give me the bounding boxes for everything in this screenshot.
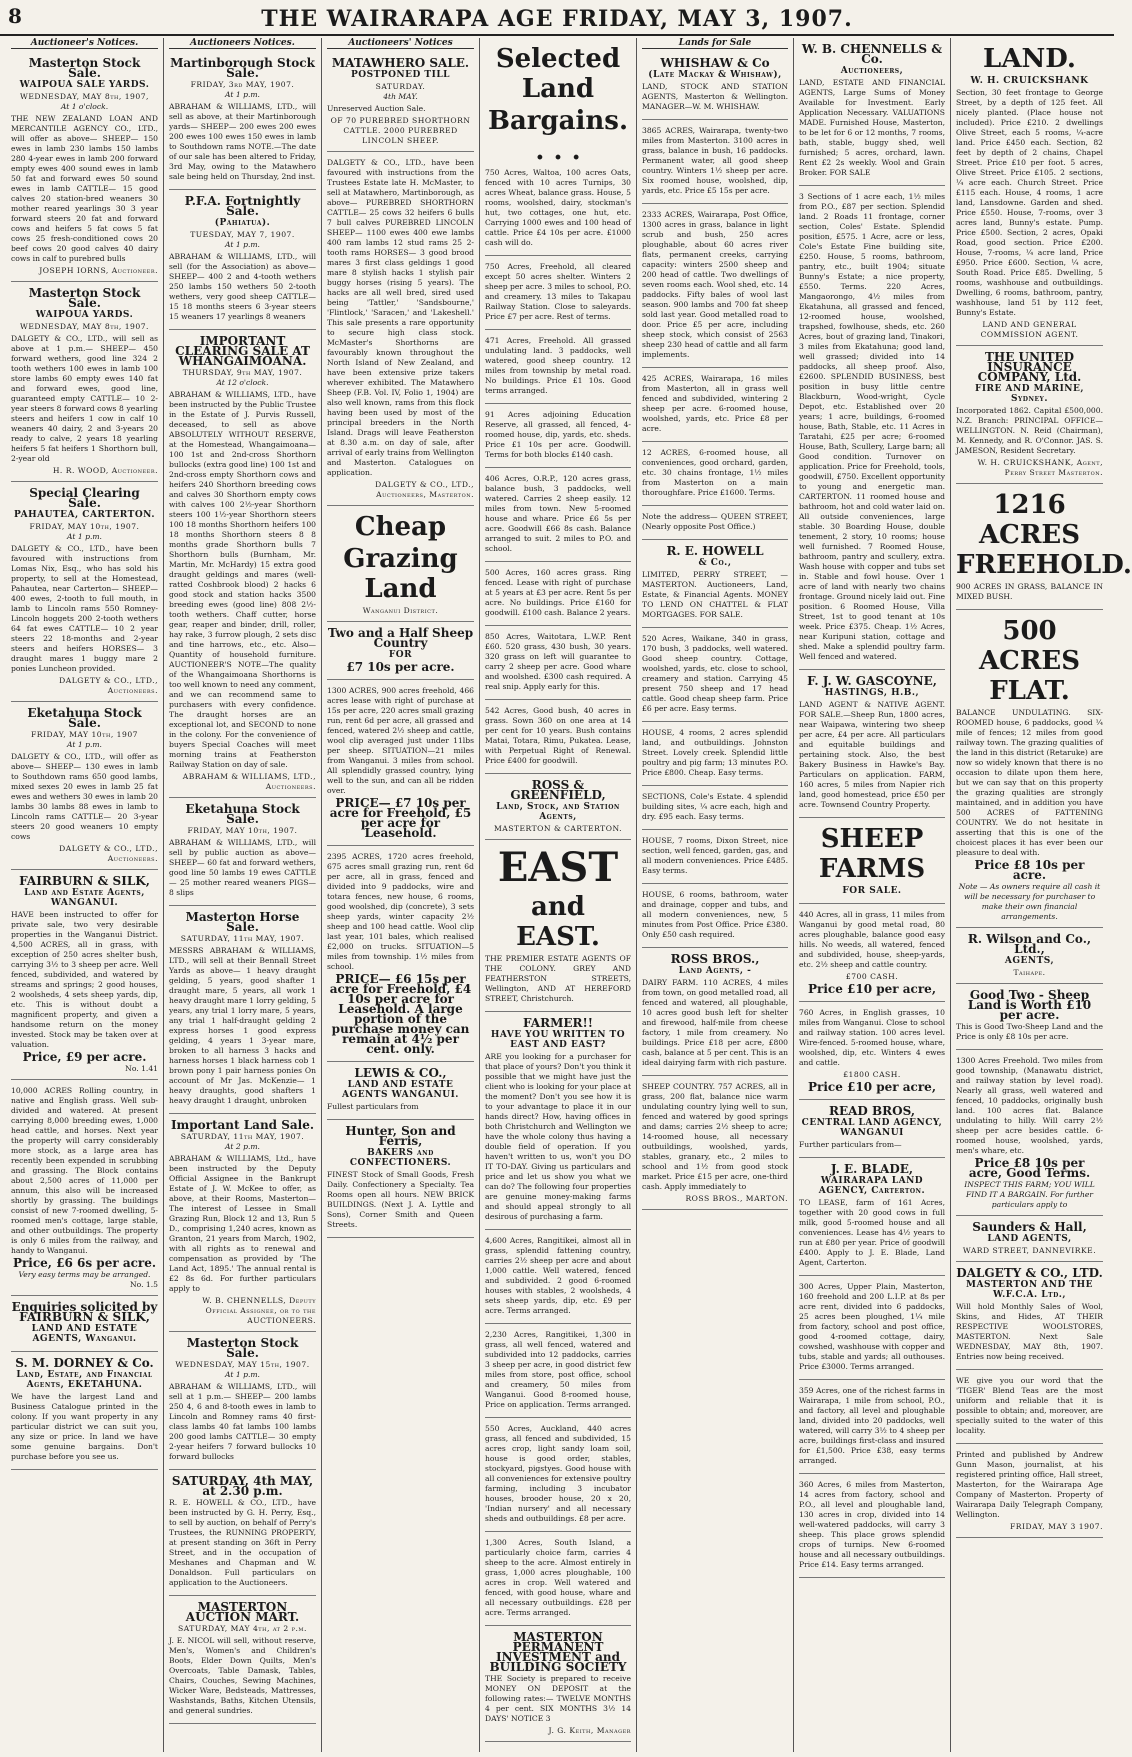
ad-body: 542 Acres, Good bush, 40 acres in grass. Sown 360 on one area at 14 per cent for 10 years. Bush contains Matai, Totara, Rimu, Pukatea. Lease, with Perpetual Right of Renewal. Price £400 for goodwill. [485,706,631,765]
ad-body: 4,600 Acres, Rangitikei, almost all in grass, splendid fattening country, carries 2½ sheep per acre and about 1,000 cattle. Well watered, fenced and subdivided. 2 good 6-roomed houses with stables, 2 woolsheds, 4 sets sheep yards, dip, etc. £9 per acre. Terms arranged. [485,1236,631,1315]
advertisement [485,1012,631,1230]
advertisement [11,52,158,282]
ad-price: PRICE— £6 15s per acre for Freehold, £4 10s per acre for Leasehold. A large portion of the purchase money can remain at 4½ per cent. only. [329,972,472,1056]
column-5 [637,38,794,1752]
ad-body: 850 Acres, Waitotara, L.W.P. Rent £60. 520 grass, 430 bush, 30 years. 320 grass on left will guarantee to carry 2 sheep per acre. Good whare and woolshed. £300 cash required. A real snip. Apply early for this. [485,632,631,691]
ad-signature: DALGETY & CO., LTD., Auctioneers. [59,844,158,863]
advertisement [956,610,1103,928]
ad-date: THURSDAY, 9th MAY, 1907. [182,368,303,377]
advertisement [169,1332,316,1470]
ad-heading: MASTERTON PERMANENT INVESTMENT and BUILDING SOCIETY [489,1630,627,1674]
ad-body: 425 ACRES, Wairarapa, 16 miles from Masterton, all in grass well fenced and subdivided, wintering 2 sheep per acre. 6-roomed house, woolshed, yards, etc. Price £8 per acre. [642,374,788,433]
advertisement [642,830,788,884]
advertisement [799,1276,945,1380]
advertisement [485,1532,631,1626]
column-1 [6,38,164,1752]
ad-ref: No. 1.5 [130,1280,158,1289]
ad-heading: FAIRBURN & SILK, [19,874,150,888]
ad-body: This is Good Two-Sheep Land and the Price is only £8 10s per acre. [956,1022,1103,1041]
ad-signature: W. H. CRUICKSHANK, Agent, Perry Street Masterton. [977,458,1103,477]
advertisement [956,346,1103,484]
advertisement [11,1352,158,1470]
advertisement [11,1080,158,1296]
advertisement [642,884,788,948]
ad-body: Will hold Monthly Sales of Wool, Skins, and Hides, AT THEIR RESPECTIVE WOOLSTORES, MASTERTON. Next Sale WEDNESDAY, MAY 8th, 1907. Entries now being received. [956,1302,1103,1361]
ad-date: SATURDAY, 11th MAY, 1907. [180,1132,305,1141]
ad-body: We have the largest Land and Business Catalogue printed in the colony. If you want property in any particular district we can suit you, any size or price. In land we have some genuine bargains. Don't purchase before you see us. [11,1392,158,1461]
advertisement [956,1444,1103,1538]
advertisement [485,1324,631,1418]
advertisement [485,256,631,330]
advertisement [956,1370,1103,1444]
ad-date: WEDNESDAY, MAY 15th, 1907. [175,1360,310,1369]
ad-body: 300 Acres, Upper Plain, Masterton, 160 freehold and 200 L.I.P. at 8s per acre rent, divided into 6 paddocks, 25 acres been ploughed, 1¼ mile from factory, school and post office, good 4-roomed cottage, dairy, cowshed, washhouse with copper and tubs, stable and yards; all outhouses. Price £3000. Terms arranged. [799,1282,945,1371]
ad-subheading: Land, Estate, and Financial Agents, EKETAHUNA. [16,1370,153,1390]
advertisement [642,368,788,442]
advertisement [799,1158,945,1276]
page-number: 8 [8,4,22,28]
ad-subheading: CENTRAL LAND AGENCY, WANGANUI [801,1118,943,1138]
advertisement [485,1626,631,1742]
ad-signature: DALGETY & CO., LTD., Auctioneers. [59,676,158,695]
ad-signature: W. B. CHENNELLS, Deputy Official Assignee, or to the AUCTIONEERS. [202,1296,316,1325]
ad-heading: ROSS BROS., [670,952,760,966]
ad-heading: Masterton Stock Sale. [28,286,141,310]
ad-subheading: Grazing Land [343,544,458,604]
ad-note: Very easy terms may be arranged. [18,1270,151,1279]
advertisement [169,52,316,190]
column-heading: Auctioneers' Notices [327,38,474,49]
ad-extra: £700 CASH. [845,972,899,981]
ad-date: SATURDAY, 11th MAY, 1907. [180,934,305,943]
advertisement [169,798,316,906]
column-2 [164,38,322,1752]
ad-signature: FRIDAY, MAY 3 1907. [1010,1522,1103,1531]
ad-subheading: PAHAUTEA, CARTERTON. [14,510,155,520]
ad-date: FRIDAY, 3rd MAY, 1907. [190,80,295,89]
ad-subheading: BAKERS and CONFECTIONERS. [349,1148,452,1168]
ad-body: LAND AGENT & NATIVE AGENT. FOR SALE.—Sheep Run, 1800 acres, near Waipawa, wintering two sheep per acre, £4 per acre. All particulars and equitable buildings and pertaining stock. Also, the best Bakery Business in Hawke's Bay. Particulars on application. FARM, 160 acres, 5 miles from Napier rich land, good homestead, price £50 per acre. Townsend Country Property. [799,700,945,809]
ad-heading: Masterton Stock Sale. [186,1336,299,1360]
ad-price: Price £10 per acre, [808,982,936,996]
ad-heading: READ BROS, [829,1104,915,1118]
ad-heading: LEWIS & CO., [354,1066,447,1080]
ad-subheading: LAND AND ESTATE AGENTS WANGANUI. [342,1080,459,1100]
advertisement [485,700,631,774]
advertisement [956,484,1132,610]
ad-signature: ABRAHAM & WILLIAMS, LTD., Auctioneers. [182,772,316,791]
ad-body: MESSRS ABRAHAM & WILLIAMS, LTD., will sell at their Bennall Street Yards as above— 1 heavy draught gelding, 5 years, good shafter 1 draught mare, 5 years, all work 1 heavy draught mare 1 lorry gelding, 5 years, any trial 1 lorry mare, 5 years, any trial 1 half-draught gelding 2 express horses 1 good express gelding, 4 years 1 3-year mare, broken to all harness 3 hacks and harness horses 1 black harness cob 1 brown pony 1 pair harness ponies On account of Mr Jas. McKenzie— 1 heavy draughts, good shafters 1 heavy draught 1 draught, unbroken [169,946,316,1105]
ad-subheading: and EAST. [516,892,600,952]
ad-heading: DALGETY & CO., LTD. [956,1266,1103,1280]
advertisement [642,506,788,540]
advertisement [485,626,631,700]
advertisement [11,1296,158,1352]
ad-heading: MATAWHERO SALE. [331,56,470,70]
advertisement [485,404,631,468]
ad-heading: Good Two - Sheep Land is Worth £10 per acre. [967,988,1092,1022]
ad-body: J. E. NICOL will sell, without reserve, Men's, Women's and Children's Boots, Elder Down Quilts, Men's Overcoats, Table Damask, Tables, Chairs, Couches, Sewing Machines, Wicker Ware, Bedsteads, Mattresses, Washstands, Baths, Kitchen Utensils, and general sundries. [169,1636,316,1715]
ad-heading: SATURDAY, 4th MAY, at 2.30 p.m. [171,1474,314,1498]
ad-price: Price £8 10s per acre. [974,858,1085,882]
masthead [0,0,1114,36]
ad-subheading: LAND AGENTS, [987,1234,1072,1244]
ad-note: INSPECT THIS FARM; YOU WILL FIND IT A BARGAIN. For further particulars apply to [964,1180,1095,1209]
advertisement [169,1470,316,1596]
ad-body: 750 Acres, Waltoa, 100 acres Oats, fenced with 10 acres Turnips, 30 acres Wheat, balance grass. House, 5 rooms, woolshed, dairy, stockman's hut, two cottages, one hut, etc. Carrying 1000 ewes and 100 head of cattle. Price £4 10s per acre. £1000 cash will do. [485,168,631,247]
ad-body: 550 Acres, Auckland, 440 acres grass, all fenced and subdivided, 15 acres crop, light sandy loam soil, house is good order, stables, stockyard, pigstyes. Good house with all conveniences for extensive poultry farming, including 3 incubator houses, brooder house, 20 x 20, 'Indian nursery' and all necessary sheds and outbuildings. £8 per acre. [485,1424,631,1523]
advertisement [11,870,158,1080]
ad-heading: 1216 ACRES FREEHOLD. [956,490,1132,580]
column-heading: Lands for Sale [642,38,788,49]
ad-heading: Eketahuna Stock Sale. [27,706,142,730]
ad-price: Price £10 per acre, [808,1080,936,1094]
ad-body: THE NEW ZEALAND LOAN AND MERCANTILE AGENCY CO., LTD., will offer as above— SHEEP— 150 ewes in lamb 230 lambs 150 lambs 280 4-year ewes in lamb 200 forward empty ewes 400 sound ewes in lamb 50 fat and forward ewes 50 sound ewes in lamb CATTLE— 15 good calves 20 station-bred weaners 30 mother reared yearlings 30 3 year forward steers 20 fat and forward cows and heifers 5 fat cows 5 fat cows 25 fresh-conditioned cows 20 beef cows 20 good calves 40 dairy cows in calf to purebred bulls [11,114,158,263]
ad-body: ABRAHAM & WILLIAMS, LTD., have been instructed by the Public Trustee in the Estate of J. Purvis Russell, deceased, to sell as above ABSOLUTELY WITHOUT RESERVE, at the Homestead, Whangaimoana— 100 1st and 2nd-cross Shorthorn bullocks (extra good line) 100 1st and 2nd-cross empty Shorthorn cows and heifers 240 Shorthorn breeding cows and calves 30 Shorthorn empty cows with calves 100 2½-year Shorthorn steers 100 1½-year Shorthorn steers 100 18 months Shorthorn heifers 100 18 months Shorthorn steers 8 8 months grade Shorthorn bulls 7 Shorthorn bulls (Burnham, Mr. Martin, Mr. McHardy) 15 extra good draught geldings and mares (well-ratted Coshbrook blood) 2 hacks 6 good stock and station hacks 3500 breeding ewes (good line) 808 2½-tooth wethers. Chaff cutter, horse gear, reaper and binder, drill, roller, hay rake, 3 furrow plough, 2 sets disc and tine harrows, etc., etc. Also—Quantity of household furniture. AUCTIONEER'S NOTE—The quality of the Whangaimoana Shorthorns is too well known to need any comment, and we can recommend same to purchasers with every confidence. The draught horses are an exceptional lot, and SECOND to none in the colony. For the convenience of buyers Special Coaches will meet morning trains at Featherston Railway Station on day of sale. [169,390,316,769]
ad-subheading: AGENTS, [1004,956,1055,966]
advertisement [485,774,631,840]
page-title: THE WAIRARAPA AGE FRIDAY, MAY 3, 1907. [261,6,853,32]
ad-body: WE give you our word that the 'TIGER' Blend Teas are the most uniform and reliable that it is possible to obtain; and, moreover, are specially suited to the water of this locality. [956,1376,1103,1435]
ad-date: FRIDAY, MAY 10th, 1907. [29,522,140,531]
ad-heading: Masterton Horse Sale. [185,910,300,934]
ad-extra: Wanganui District. [362,606,439,615]
advertisement [327,152,474,506]
ad-date: TUESDAY, MAY 7, 1907. [190,230,295,239]
ad-heading: J. E. BLADE, [830,1162,914,1176]
ad-time: At 2 p.m. [225,1142,260,1151]
ad-note: Note — As owners require all cash it will be necessary for purchaser to make their own financial arrangements. [958,882,1101,921]
ad-body: 2,230 Acres, Rangitikei, 1,300 in grass, all well fenced, watered and subdivided into 12 paddocks, carries 3 sheep per acre, in good district few miles from store, post office, school and creamery, 50 miles from Wanganui. Good 8-roomed house, Price on application. Terms arranged. [485,1330,631,1409]
ad-body: HOUSE, 6 rooms, bathroom, water and drainage, copper and tubs, and all modern conveniences, new, 5 minutes from Post Office. Price £380. Only £50 cash required. [642,890,788,939]
advertisement [327,52,474,152]
ad-signature: JOSEPH IORNS, Auctioneer. [39,266,158,275]
advertisement [11,482,158,702]
column-6 [794,38,951,1752]
ad-body: 520 Acres, Waikane, 340 in grass, 170 bush, 3 paddocks, well watered. Good sheep country. Cottage, woolshed, yards, etc. close to school, creamery and station. Carrying 45 present 750 sheep and 17 head cattle. Good cheap sheep farm. Price £6 per acre. Easy terms. [642,634,788,713]
advertisement [327,680,474,846]
ad-body: BALANCE UNDULATING. SIX-ROOMED house, 6 paddocks, good ¼ mile of fences; 12 miles from good railway town. The grazing qualities of the land in this district (Retaruke) are now so widely known that there is no occasion to dilate upon them here, but we can say that on this property the grazing qualities are strongly maintained, and in addition you have 500 ACRES of FATTENING COUNTRY. We do not hesitate in asserting that this is one of the choicest places it has ever been our pleasure to deal with. [956,708,1103,857]
ad-body: Note the address— QUEEN STREET, (Nearly opposite Post Office.) [642,512,788,531]
advertisement [642,204,788,368]
ad-body: DAIRY FARM. 110 ACRES, 4 miles from town, on good metalled road, all fenced and watered, all ploughable, 10 acres good bush left for shelter and firewood, half-mile from cheese factory, 1 mile from creamery. No buildings. Price £18 per acre, £800 cash, balance at 5 per cent. This is an ideal dairying farm with rich pasture. [642,978,788,1067]
ad-body: DALGETY & CO., LTD., will offer as above— SHEEP— 130 ewes in lamb to Southdown rams 650 good lambs, mixed sexes 20 ewes in lamb 25 fat ewes and wethers 30 ewes in lamb 20 lambs 30 lambs 88 ewes in lamb to Lincoln rams CATTLE— 20 3-year steers 20 good weaners 10 empty cows [11,752,158,841]
ad-body: 900 ACRES IN GRASS, BALANCE IN MIXED BUSH. [956,582,1103,601]
ad-heading: MASTERTON AUCTION MART. [185,1600,300,1624]
ad-heading: S. M. DORNEY & Co. [15,1356,154,1370]
ad-heading: Two and a Half Sheep Country [327,626,474,650]
ad-body: Section, 30 feet frontage to George Street, by a depth of 125 feet. All nicely planted. (Place house not included). Price £210. 2 dwellings Olive Street, each 5 rooms, ¼-acre land. Price £450 each. Section, 82 feet by depth of 2 chains, Chapel Street. Price £10 per foot. 5 acres, Olive Street. Price £105. 2 sections, ¼ acre each. Church Street. Price £115 each. House, 4 rooms, 1 acre land, Lansdowne. Garden and shed. Price £550. House, 7-rooms, over 3 acres land, Bunny's estate. Pump. Price £500. Section, 2 acres, Opaki Road, good section. Price £200. House, 7-rooms, ¼ acre land, Price £950. Price £600. Section, ¼ acre, South Road. Price £85. Dwelling, 5 rooms, washhouse and outbuildings. Dwelling, 6 rooms, bathroom, pantry, washhouse, land 51 by 112 feet, Bunny's Estate. [956,88,1103,317]
ad-date: WEDNESDAY, MAY 8th, 1907, [20,92,149,101]
ad-subheading: W. H. CRUICKSHANK [970,76,1089,86]
ad-body: Printed and published by Andrew Gunn Mason, journalist, at his registered printing office, Hall street, Masterton, for the Wairarapa Age Company of Masterton. Property of Wairarapa Daily Telegraph Company, Wellington. [956,1450,1103,1519]
ad-subheading: HAVE YOU WRITTEN TO EAST AND EAST? [490,1030,626,1050]
advertisement [642,442,788,506]
ad-body: 2395 ACRES, 1720 acres freehold, 675 acres small grazing run, rent 6d per acre, all in grass, fenced and divided into 9 paddocks, wire and totara fences, new house, 6 rooms, good woolshed, dip (concrete), 3 sets sheep yards, winter capacity 2½ sheep and 100 head cattle. Wool clip last year, 101 bales, which realised £2,000 on trucks. SITUATION—5 miles from township. 1½ miles from school. [327,852,474,971]
ad-time: 4th MAY. [383,92,418,101]
advertisement [642,628,788,722]
ad-subheading: Land Agents, - [678,966,752,976]
ad-subheading: HASTINGS, H.B., [824,688,920,698]
ad-body: 12 ACRES, 6-roomed house, all conveniences, good orchard, garden, etc. 30 chains frontage, 1½ miles from Masterton on a main thoroughfare. Price £1600. Terms. [642,448,788,497]
ad-heading: R. Wilson and Co., Ltd., [967,932,1092,956]
ad-body: TO LEASE, farm of 161 Acres, together with 20 good cows in full milk, good 5-roomed house and all conveniences. Lease has 4½ years to run at £80 per year. Price of goodwill £400. Apply to J. E. Blade, Land Agent, Carterton. [799,1198,945,1267]
advertisement [799,1002,945,1100]
ad-subheading: FOR SALE. [842,886,902,896]
ad-date: SATURDAY, MAY 4th, at 2 p.m. [178,1624,307,1633]
ad-price: PRICE— £7 10s per acre for Freehold, £5 per acre for Leasehold. [329,796,472,840]
ad-heading: P.F.A. Fortnightly Sale. [184,194,301,218]
advertisement [485,1230,631,1324]
ad-subheading: (Late Mackay & Whishaw), [648,70,782,80]
ad-time: At 1 p.m. [225,90,260,99]
ad-heading: LAND. [983,44,1076,74]
ad-body: Unreserved Auction Sale. [327,104,426,113]
ad-subheading: FIRE AND MARINE, Sydney. [974,384,1085,404]
ad-body: ABRAHAM & WILLIAMS, LTD., will sell at 1 p.m.— SHEEP— 200 lambs 250 4, 6 and 8-tooth ewes in lamb to Lincoln and Romney rams 40 first-class lambs 40 fat lambs 100 lambs 200 good lambs CATTLE— 30 empty 2-year heifers 7 forward bullocks 10 forward bullocks [169,1382,316,1461]
ad-heading: SHEEP FARMS [818,824,926,884]
ad-heading: W. B. CHENNELLS & Co. [801,42,943,66]
advertisement [956,984,1103,1050]
advertisement [642,948,788,1076]
advertisement [169,330,316,798]
ad-body: 1300 ACRES, 900 acres freehold, 466 acres lease with right of purchase at 15s per acre, 220 acres small grazing run, rent 6d per acre, all grassed and fenced, watered 2½ sheep and cattle, wool clip averaged just under 11lbs per sheep. SITUATION—21 miles from Wanganui. 3 miles from school. All splendidly grassed country, lying well to the sun, and can all be ridden over. [327,686,474,795]
ad-date: SATURDAY. [375,82,426,91]
ad-body: 1,300 Acres, South Island, a particularly choice farm, carries 4 sheep to the acre. Almost entirely in grass, 1,000 acres ploughable, 100 acres in crop. Well watered and fenced, with good house, whare and all necessary outbuildings. £28 per acre. Terms arranged. [485,1538,631,1617]
ad-signature: H. R. WOOD, Auctioneer. [52,466,158,475]
ad-heading: 500 ACRES FLAT. [978,616,1081,706]
ad-subheading: FOR [388,650,413,660]
advertisement [485,330,631,404]
ad-subheading: WAIPOUA YARDS. [35,310,134,320]
ad-heading: WHISHAW & Co [660,56,770,70]
ad-body: HOUSE, 7 rooms, Dixon Street, nice section, well fenced, garden, gas, and all modern conveniences. Price £485. Easy terms. [642,836,788,875]
ad-body: LIMITED, PERRY STREET, — MASTERTON. Auctioneers, Land, Estate, & Financial Agents. MONEY TO LEND ON CHATTEL & FLAT MORTGAGES. FOR SALE. [642,570,788,619]
ad-body: HOUSE, 4 rooms, 2 acres splendid land, and outbuildings. Johnston Street. Lovely creek. Splendid little poultry and pig farm; 13 minutes P.O. Price £800. Cheap. Easy terms. [642,728,788,777]
ad-body: 750 Acres, Freehold, all cleared except 50 acres shelter. Winters 2 sheep per acre. 3 miles to school, P.O. and creamery. 13 miles to Takapau Railway Station. Close to saleyards. Price £7 per acre. Rest of terms. [485,262,631,321]
advertisement [327,1120,474,1238]
advertisement [799,1380,945,1474]
advertisement [485,840,631,1012]
advertisement [11,282,158,482]
ad-subheading: Bargains. . . . [487,106,629,166]
ad-body: THE PREMIER ESTATE AGENTS OF THE COLONY. GREY AND FEATHERSTON STREETS, Wellington, AND AT HEREFORD STREET, Christchurch. [485,954,631,1003]
ad-time: At 1 p.m. [67,532,102,541]
advertisement [169,906,316,1114]
ad-time: At 1 p.m. [225,240,260,249]
ad-heading: Eketahuna Stock Sale. [185,802,300,826]
ad-heading: Cheap [354,512,447,542]
advertisement [799,818,945,904]
ad-body: FINEST Stock of Small Goods, Fresh Daily. Confectionery a Specialty. Tea Rooms open all hours. NEW BRICK BUILDINGS. (Next J. A. Lyttle and Sons), Corner Smith and Queen Streets. [327,1170,474,1229]
advertisement [956,1216,1103,1262]
ad-body: Incorporated 1862. Capital £500,000. N.Z. Branch: PRINCIPAL OFFICE—WELLINGTON. N. Reid (Chairman), M. Kennedy, and R. O'Connor. JAS. S. JAMESON, Resident Secretary. [956,406,1103,455]
ad-body: 2333 ACRES, Wairarapa, Post Office, 1300 acres in grass, balance in light scrub and bush, 250 acres ploughable, about 60 acres river flats, permanent creeks, carrying capacity: winters 2500 sheep and 200 head of cattle. Two dwellings of seven rooms each. Wool shed, etc. 14 paddocks. Fifty bales of wool last season. 900 lambs and 700 fat sheep sold last year. Good metalled road to door. Price £5 per acre, including sheep stock, which consist of 2563 sheep 230 head of cattle and all farm implements. [642,210,788,359]
advertisement [642,540,788,628]
ad-body: SHEEP COUNTRY. 757 ACRES, all in grass, 200 flat, balance nice warm undulating country lying well to sun, fenced and watered by good springs and dams; carries 2½ sheep to acre; 14-roomed house, all necessary outbuildings, woolshed, yards, stables, granary, etc., 2 miles to school and 1½ from good stock market. Price £15 per acre, one-third cash. Apply immediately to [642,1082,788,1191]
ad-body: ABRAHAM & WILLIAMS, LTD., will sell as above, at their Martinborough yards— SHEEP— 200 ewes 200 ewes 200 ewes 100 ewes 150 ewes in lamb to Southdown rams NOTE.—The date of our sale has been altered to Friday, 3rd May, owing to the Matawhero sale being held on Thursday, 2nd inst. [169,102,316,181]
ad-time: At 1 o'clock. [60,102,109,111]
ad-heading: Enquiries solicited by FAIRBURN & SILK, [11,1300,158,1324]
ad-subheading: Land and Estate Agents, WANGANUI. [24,888,145,908]
ad-date: WEDNESDAY, MAY 8th, 1907. [20,322,149,331]
ad-extra: LAND AND GENERAL COMMISSION AGENT. [980,320,1079,339]
column-heading: Auctioneer's Notices. [11,38,158,49]
ad-subheading: Land, Stock, and Station Agents, [496,802,620,822]
ad-subheading: LAND AND ESTATE AGENTS, Wanganui. [31,1324,138,1344]
ad-body: 760 Acres, in English grasses, 10 miles from Wanganui. Close to school and railway station. 100 acres level. Wire-fenced. 5-roomed house, whare, woolshed, dip, etc. Winters 4 ewes and cattle. [799,1008,945,1067]
ad-heading: R. E. HOWELL [666,544,764,558]
ad-subheading: (Pahiatua). [214,218,271,228]
ad-signature: ROSS BROS., MARTON. [685,1194,788,1203]
ad-body: ABRAHAM & WILLIAMS, LTD., will sell by public auction as above— SHEEP— 60 fat and forward wethers, good line 50 lambs 19 ewes CATTLE— 25 mother reared weaners PIGS— 8 slips [169,838,316,897]
ad-time: At 1 p.m. [225,1370,260,1379]
ad-heading: Masterton Stock Sale. [28,56,141,80]
advertisement [956,1050,1103,1216]
ad-body: ABRAHAM & WILLIAMS, LTD., will sell (for the Association) as above— SHEEP— 400 2 and 4-tooth wethers 250 lambs 150 wethers 50 2-tooth wethers, very good sheep CATTLE— 15 18 months steers 6 3-year steers 15 weaners 17 yearlings 8 weaners [169,252,316,321]
ad-heading: ROSS & GREENFIELD, [510,778,606,802]
ad-date: FRIDAY, MAY 10th, 1907. [187,826,298,835]
ad-body: R. E. HOWELL & CO., LTD., have been instructed by G. H. Perry, Esq., to sell by auction, on behalf of Perry's Trustees, the RUNNING PROPERTY, at present standing on 36ft in Perry Street, and in the occupation of Meshanes and Chapman and W. Donaldson. Full particulars on application to the Auctioneers. [169,1498,316,1587]
advertisement [169,1114,316,1332]
advertisement [799,670,945,818]
ad-subheading: MASTERTON AND THE W.F.C.A. Ltd., [966,1280,1093,1300]
ad-heading: Hunter, Son and Ferris, [345,1124,456,1148]
ad-heading: EAST [497,844,619,891]
advertisement [956,1262,1103,1370]
advertisement [485,562,631,626]
ad-subheading: & Co., [698,558,732,568]
ad-body: ARE you looking for a purchaser for that place of yours? Don't you think it possible that we might have just the client who is looking for your place at the moment? Don't you see how it is to your advantage to place it in our hands direct? How, having offices in both Christchurch and Wellington we have the whole colony thus having a double field of operation. If you haven't written to us, won't you DO IT TO-DAY. Giving us particulars and price and let us show you what we can do? The following four properties are genuine money-making farms and should appeal strongly to all desirous of purchasing a farm. [485,1052,631,1221]
ad-price: Price, £6 6s per acre. [12,1256,157,1270]
ad-body: Fullest particulars from [327,1102,419,1111]
ad-heading: FARMER!! [522,1016,594,1030]
advertisement [485,468,631,562]
advertisement [169,1596,316,1724]
ad-body: LAND, STOCK AND STATION AGENTS, Masterton & Wellington. MANAGER—W. M. WHISHAW. [642,82,788,111]
ad-subheading: WAIPOUA SALE YARDS. [19,80,150,90]
ad-body: DALGETY & CO., LTD., have been favoured with instructions from the Trustees Estate late H. McMaster, to sell at Matawhero, Martinborough, as above— PUREBRED SHORTHORN CATTLE— 25 cows 32 heifers 6 bulls 7 bull calves PUREBRED LINCOLN SHEEP— 1100 ewes 400 ewe lambs 400 ram lambs 12 stud rams 25 2-tooth rams HORSES— 3 good brood mares 3 first class geldings 1 good mare 8 stylish hacks 1 stylish pair buggy horses (rising 5 years). The hacks are all well bred, sired used being 'Tattler,' 'Sandsbourne,' 'Flintlock,' 'Saracen,' and 'Lakeshell.' This sale presents a rare opportunity to secure high class stock. McMaster's Shorthorns are favourably known throughout the North Island of New Zealand, and have been extensive prize takers wherever exhibited. The Matawhero Sheep (F.B. Vol. IV, Folio 1, 1904) are also well known, rams from this flock having been used by most of the principal breeders in the North Island. Drags will leave Featherston at 8.30 a.m. on day of sale, after arrival of early trains from Wellington and Masterton. Catalogues on application. [327,158,474,477]
ad-heading: Saunders & Hall, [972,1220,1087,1234]
advertisement [642,1076,788,1210]
column-heading: Auctioneers Notices. [169,38,316,49]
ad-time: At 1 p.m. [67,740,102,749]
ad-body: HAVE been instructed to offer for private sale, two very desirable properties in the Wanganui District. 4,500 ACRES, all in grass, with exception of 250 acres shelter bush, carrying 3½ to 3 sheep per acre. Well fenced, subdivided, and watered by streams and springs; 2 good houses, 2 woolsheds, 4 sets sheep yards, dip, etc. This is without doubt a magnificent property, and given a handsome return on the money invested. Stock may be taken over at valuation. [11,910,158,1049]
ad-subheading: POSTPONED TILL [351,70,450,80]
advertisement [799,1474,945,1578]
advertisement [485,1418,631,1532]
ad-body: 3 Sections of 1 acre each, 1½ miles from P.O., £87 per section. Splendid land. 2 Roads 11 frontage, corner section, Coles' Estate. Splendid position, £575. 1 Acre, acre or less, Cole's Estate Fine building site, £250. House, 5 rooms, bathroom, pantry, etc., built 1904; situate Bunny's Estate; a nice property, £550. Terms. 220 Acres, Mangaorongo, 4½ miles from Ekatahuna, all grassed and fenced, 12-roomed house, woolshed, trapshed, fowlhouse, sheds, etc. 260 Acres, bout of grazing land, Tinakori, 3 miles from Ekatahuna; good land, well grassed; divided into 14 paddocks, all sheep proof. Also, £2600. SPLENDID BUSINESS, best position in busy little centre Blackburn, Wood-wright, Cycle Depot, etc. Established over 20 years; 1 acre, buildings, 6-roomed house, Bath, Stable, etc. 11 Acres in Taratahi, £25 per acre; 6-roomed House, Bath, Scullery, Large barn; all Good condition. Turnover on application. Price for Freehold, tools, goodwill, £750. Excellent opportunity to young and energetic man. CARTERTON. 11 roomed house and bathroom, hot and cold water laid on. All outside conveniences, large stable. 30 Boarding House, double tenement, 2 story, 10 rooms; house well furnished. 7 Roomed House, bathroom, pantry and scullery, extra. Wash house with copper and tubs set in. Stable and fowl house. Over 1 acre of land with nearly two chains frontage. Ground nicely laid out. Fine position. 6 Roomed House, Villa Street, 1st to good tenant at 10s week. Price £375. Cheap. 1½ Acres, near Kuripuni station, cottage and shed. Make a splendid poultry farm. Well fenced and watered. [799,192,945,661]
advertisement [799,38,945,186]
advertisement [327,1062,474,1120]
ad-body: ABRAHAM & WILLIAMS, Ltd., have been instructed by the Deputy Official Assignee in the Bankrupt Estate of J. W. McKee to offer, as above, at their Rooms, Masterton— The interest of Lessee in Small Grazing Run, Block 12 and 13, Run 5 D., comprising 1,240 acres, known as Granton, 21 years from March, 1902, with all rights as to renewal and compensation as provided by 'The Land Act, 1895.' The annual rental is £2 8s 6d. For further particulars apply to [169,1154,316,1293]
ad-body: 406 Acres, O.R.P., 120 acres grass, balance bush, 3 paddocks, well watered. Carries 2 sheep easily. 12 miles from town. New 5-roomed house and whare. Price £6 5s per acre. Goodwill £66 8s cash. Balance arranged to suit. 2 miles to P.O. and school. [485,474,631,553]
column-7 [951,38,1132,1752]
ad-extra: Taihape. [1013,968,1046,977]
ad-body: 3865 ACRES, Wairarapa, twenty-two miles from Masterton. 3100 acres in grass, balance in bush, 16 paddocks. Permanent water, all good sheep country. Winters 1½ sheep per acre. Six roomed house, woolshed, dip, yards, etc. Price £5 15s per acre. [642,126,788,195]
ad-signature: DALGETY & CO., LTD., Auctioneers, Masterton. [375,480,474,499]
ad-price: Price, £9 per acre. [22,1050,147,1064]
newspaper-columns [6,38,1132,1752]
ad-heading: Martinborough Stock Sale. [170,56,315,80]
ad-extra: £1800 CASH. [843,1070,901,1079]
ad-body: DALGETY & CO., LTD., will sell as above at 1 p.m.— SHEEP— 450 forward wethers, good line 324 2 tooth wethers 100 ewes in lamb 100 store lambs 60 empty ewes 140 fat and forward ewes, good line, guaranteed empty CATTLE— 10 2-year steers 8 forward cows 8 yearling steers and heifers 1 cow in calf 10 weaners 40 dairy, 2 and 3-years 20 ready to calve, 2 years 18 yearling heifers 5 fat heifers 1 Shorthorn bull, 2-year old [11,334,158,463]
ad-body: 91 Acres adjoining Education Reserve, all grassed, all fenced, 4-roomed house, dip, yards, etc. sheds. Price £1 10s per acre. Goodwill. Terms for both blocks £140 cash. [485,410,631,459]
ad-body: DALGETY & CO., LTD., have been favoured with instructions from Lomas Nix, Esq., who has sold his property, to sell at the Homestead, Pahautea, near Carterton— SHEEP— 400 ewes, 2-tooth to full mouth, in lamb to Lincoln rams 550 Romney-Lincoln hoggets 200 2-tooth wethers 64 fat ewes CATTLE— 10 2 year steers 22 18-months and 2-year steers and heifers HORSES— 3 draught mares 1 buggy mare 2 ponies Luncheon provided. [11,544,158,673]
advertisement [956,38,1103,346]
advertisement [485,38,631,256]
ad-extra: MASTERTON & CARTERTON. [493,824,623,833]
advertisement [642,120,788,204]
advertisement [799,186,945,670]
advertisement [327,506,474,622]
ad-heading: Selected Land [495,44,621,104]
ad-body: SECTIONS, Cole's Estate. 4 splendid building sites, ¼ acre each, high and dry. £95 each. Easy terms. [642,792,788,821]
ad-ref: No. 1.41 [125,1064,158,1073]
advertisement [642,786,788,830]
ad-body: 359 Acres, one of the richest farms in Wairarapa, 1 mile from school, P.O., and factory, all level and ploughable land, divided into 20 paddocks, well watered, will carry 3½ to 4 sheep per acre, buildings first-class and insured for £1,500. Price £38, easy terms arranged. [799,1386,945,1465]
advertisement [327,622,474,680]
advertisement [642,52,788,120]
ad-body: 1300 Acres Freehold. Two miles from good township, (Manawatu district, and railway station by level road). Nearly all grass, well watered and fenced, 10 paddocks, originally bush land. 100 acres flat. Balance undulating to hilly. Will carry 2½ sheep per acre besides cattle. 6-roomed house, woolshed, yards, men's whare, etc. [956,1056,1103,1155]
ad-price: Price £8 10s per acre, Good Terms. [968,1156,1091,1180]
ad-body: 440 Acres, all in grass, 11 miles from Wanganui by good metal road, 80 acres ploughable, balance good easy hills. No weeds, all watered, fenced and subdivided, house, sheep-yards, etc. 2½ sheep and cattle country. [799,910,945,969]
ad-extra: OF 70 PUREBRED SHORTHORN CATTLE. 2000 PUREBRED LINCOLN SHEEP. [330,116,471,145]
ad-body: 360 Acres, 6 miles from Masterton, 14 acres from factory, school and P.O., all level and ploughable land, 130 acres in crop, divided into 14 well-watered paddocks, will carry 3 sheep. This place grows splendid crops of turnips. New 6-roomed house and all necessary outbuildings. Price £14. Easy terms arranged. [799,1480,945,1569]
advertisement [799,904,945,1002]
ad-time: At 12 o'clock. [216,378,269,387]
advertisement [11,702,158,870]
ad-body: 471 Acres, Freehold. All grassed undulating land. 3 paddocks, well watered, good sheep country. 12 miles from township by metal road. No buildings. Price £1 10s. Good terms arranged. [485,336,631,395]
ad-date: FRIDAY, MAY 10th, 1907 [30,730,138,739]
ad-body: 10,000 ACRES Rolling country, in native and English grass. Well sub-divided and watered. At present carrying 8,000 breeding ewes, 1,000 head cattle, and horses. Next year the property will carry considerably more stock, as a large area has recently been expended in scrubbing and grassing. The Block contains about 2,500 acres of 11,000 per annum, this also will be increased shortly by grassing. The buildings consist of new 7-roomed dwelling, 5-roomed men's cottage, large stable, and other outbuildings. The property is only 6 miles from the railway, and handy to Wanganui. [11,1086,158,1255]
advertisement [642,722,788,786]
column-3 [322,38,480,1752]
ad-heading: F. J. W. GASCOYNE, [807,674,937,688]
ad-heading: IMPORTANT CLEARING SALE AT WHANGAIMOANA. [175,334,310,368]
ad-heading: Special Clearing Sale. [29,486,140,510]
advertisement [956,928,1103,984]
ad-price: £7 10s per acre. [346,660,455,674]
column-4 [480,38,637,1752]
ad-extra: WARD STREET, DANNEVIRKE. [962,1246,1097,1255]
ad-subheading: WAIRARAPA LAND AGENCY, Carterton. [818,1176,926,1196]
advertisement [327,846,474,1062]
ad-heading: Important Land Sale. [170,1118,315,1132]
ad-body: Further particulars from— [799,1140,902,1149]
ad-heading: THE UNITED INSURANCE COMPANY, Ltd. [977,350,1082,384]
ad-body: LAND, ESTATE AND FINANCIAL AGENTS, Large Sums of Money Available for Investment. Early Application Necessary. VALUATIONS MADE. Furnished House, Masterton, to be let for 6 or 12 months, 7 rooms, bath, stable, buggy shed, well furnished; 5 acres, orchard, lawn. Rent £2 2s weekly. Wool and Grain Broker. FOR SALE [799,78,945,177]
ad-signature: J. G. Keith, Manager [548,1726,631,1735]
ad-subheading: Auctioneers, [840,66,904,76]
advertisement [799,1100,945,1158]
ad-body: 500 Acres, 160 acres grass. Ring fenced. Lease with right of purchase at 5 years at £3 per acre. Rent 5s per acre. No buildings. Price £160 for goodwill. £100 cash. Balance 2 years. [485,568,631,617]
advertisement [169,190,316,330]
ad-body: THE Society is prepared to receive MONEY ON DEPOSIT at the following rates:— TWELVE MONTHS 4 per cent. SIX MONTHS 3½ 14 DAYS' NOTICE 3 [485,1674,631,1723]
